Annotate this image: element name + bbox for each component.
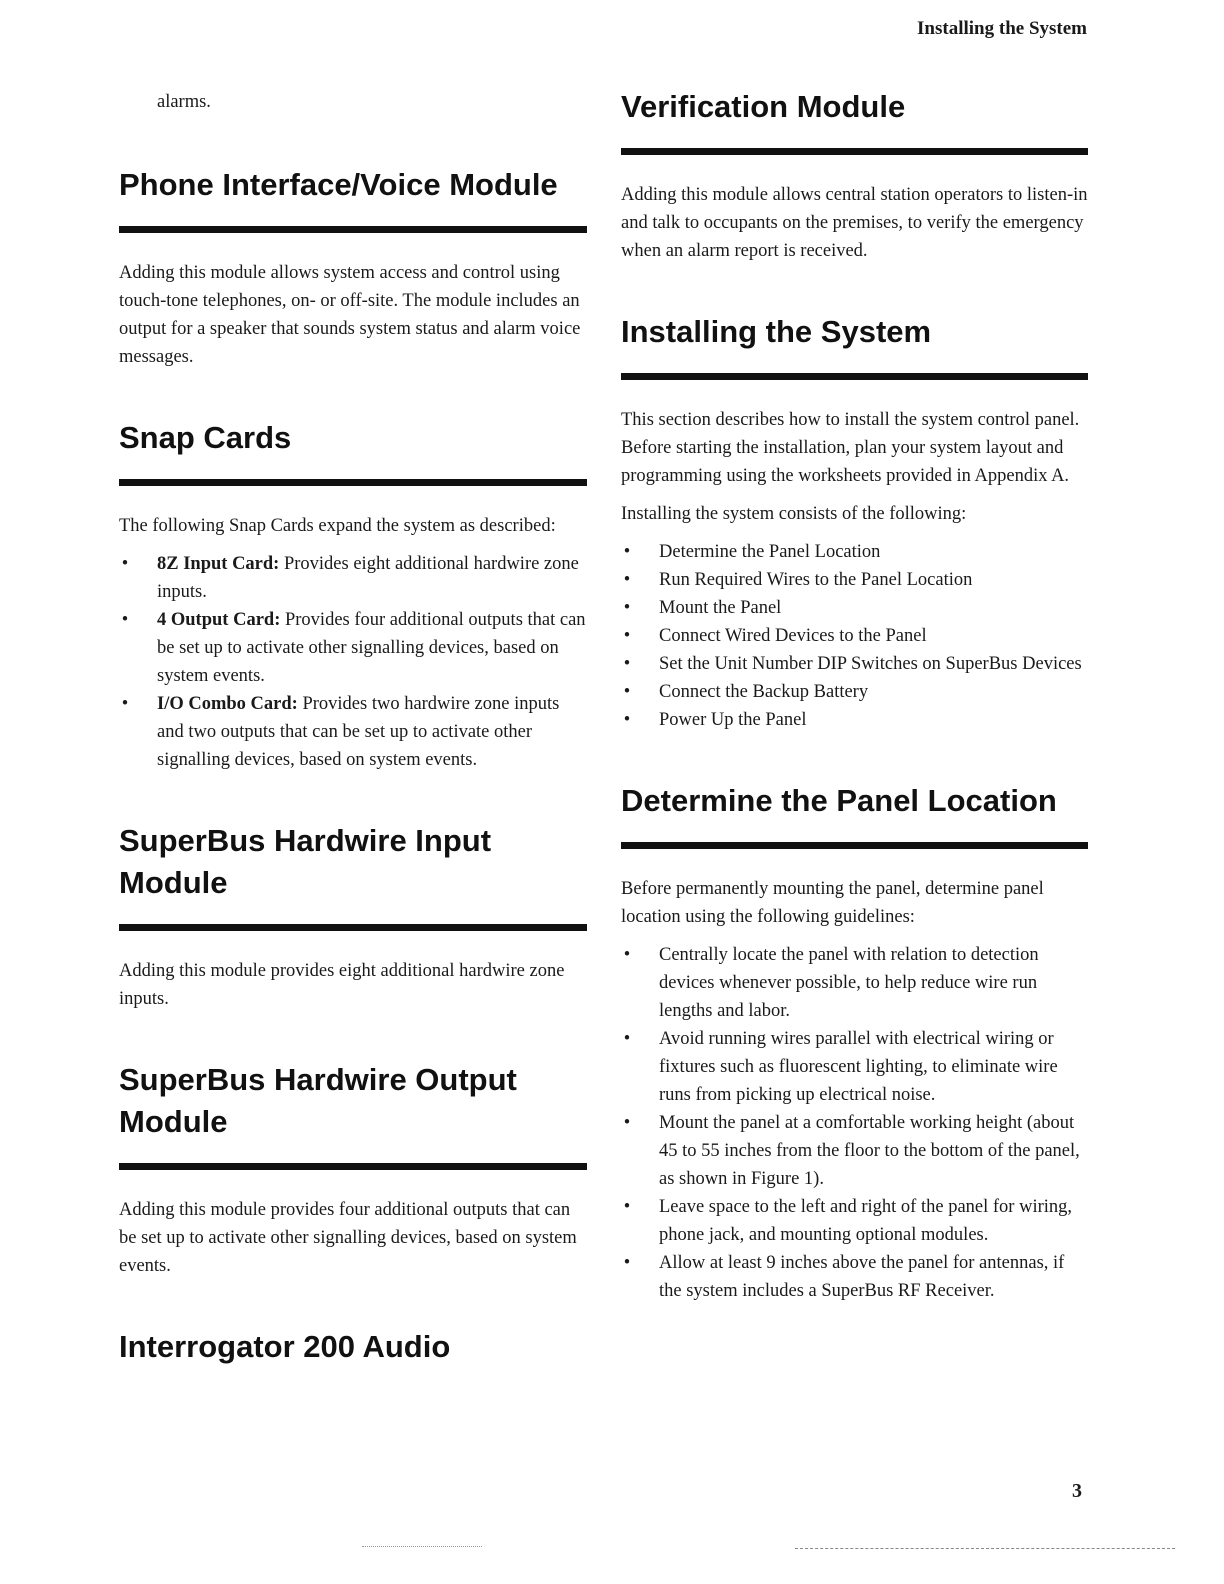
input-module-heading: SuperBus Hardwire Input Module bbox=[119, 823, 492, 900]
item-text: Mount the Panel bbox=[659, 598, 782, 618]
list-item: • Set the Unit Number DIP Switches on SuperBus Devices bbox=[623, 654, 1082, 674]
item-text: Run Required Wires to the Panel Location bbox=[659, 570, 973, 590]
item-text: Mount the panel at a comfortable working height (about 45 to 55 inches from the floor to the bottom of the panel, as shown in Figure 1). bbox=[659, 1113, 1080, 1189]
list-item: • Avoid running wires parallel with electrical wiring or fixtures such as fluorescent lighting, to eliminate wire runs from picking up electrical noise. bbox=[623, 1029, 1058, 1105]
list-item: • Mount the panel at a comfortable working height (about 45 to 55 inches from the floor to the bottom of the panel, as shown in Figure 1). bbox=[623, 1113, 1080, 1189]
item-text: Connect the Backup Battery bbox=[659, 682, 869, 702]
scan-mark bbox=[362, 1546, 482, 1549]
interrogator-heading: Interrogator 200 Audio bbox=[119, 1329, 451, 1364]
item-text: Provides two hardwire zone inputs and two outputs that can be set up to activate other signalling devices, based on system events. bbox=[157, 694, 560, 770]
section-rule bbox=[621, 148, 1088, 155]
section-rule bbox=[119, 1163, 587, 1170]
item-text: Set the Unit Number DIP Switches on SuperBus Devices bbox=[659, 654, 1082, 674]
list-item: • Leave space to the left and right of the panel for wiring, phone jack, and mounting optional modules. bbox=[623, 1197, 1073, 1245]
item-text: Provides four additional outputs that can be set up to activate other signalling devices, based on system events. bbox=[157, 610, 586, 686]
list-item: • Run Required Wires to the Panel Location bbox=[623, 570, 973, 590]
list-item: • Power Up the Panel bbox=[623, 710, 807, 730]
section-rule bbox=[621, 842, 1088, 849]
list-item: • Centrally locate the panel with relation to detection devices whenever possible, to help reduce wire run lengths and labor. bbox=[623, 945, 1039, 1021]
item-text: Determine the Panel Location bbox=[659, 542, 881, 562]
phone-module-body: Adding this module allows system access and control using touch-tone telephones, on- or off-site. The module includes an output for a speaker that sounds system status and alarm voice messages. bbox=[119, 263, 581, 367]
continued-text: alarms. bbox=[157, 92, 211, 112]
running-head: Installing the System bbox=[917, 18, 1087, 39]
location-guidelines-list bbox=[621, 941, 1088, 1305]
installing-intro: Installing the system consists of the following: bbox=[621, 504, 967, 524]
location-intro: Before permanently mounting the panel, determine panel location using the following guidelines: bbox=[621, 879, 1044, 927]
snap-cards-list bbox=[119, 550, 587, 774]
output-module-heading: SuperBus Hardwire Output Module bbox=[119, 1062, 517, 1139]
item-term: I/O Combo Card: bbox=[157, 694, 298, 714]
item-text: Power Up the Panel bbox=[659, 710, 807, 730]
list-item: • 4 Output Card: Provides four additional outputs that can be set up to activate other signalling devices, based on system events. bbox=[121, 610, 586, 686]
section-rule bbox=[119, 924, 587, 931]
phone-module-heading: Phone Interface/Voice Module bbox=[119, 167, 558, 202]
input-module-body: Adding this module provides eight additional hardwire zone inputs. bbox=[119, 961, 565, 1009]
section-rule bbox=[621, 373, 1088, 380]
item-text: Centrally locate the panel with relation to detection devices whenever possible, to help reduce wire run lengths and labor. bbox=[659, 945, 1039, 1021]
item-text: Avoid running wires parallel with electrical wiring or fixtures such as fluorescent lighting, to eliminate wire runs from picking up electrical noise. bbox=[659, 1029, 1058, 1105]
section-rule bbox=[119, 479, 587, 486]
snap-cards-intro: The following Snap Cards expand the system as described: bbox=[119, 516, 556, 536]
item-term: 8Z Input Card: bbox=[157, 554, 280, 574]
list-item: • Connect the Backup Battery bbox=[623, 682, 869, 702]
list-item: • Connect Wired Devices to the Panel bbox=[623, 626, 927, 646]
item-text: Allow at least 9 inches above the panel for antennas, if the system includes a SuperBus RF Receiver. bbox=[659, 1253, 1065, 1301]
list-item: • I/O Combo Card: Provides two hardwire zone inputs and two outputs that can be set up to activate other signalling devices, based on system events. bbox=[121, 694, 560, 770]
section-rule bbox=[119, 226, 587, 233]
item-text: Leave space to the left and right of the panel for wiring, phone jack, and mounting optional modules. bbox=[659, 1197, 1073, 1245]
list-item: • Allow at least 9 inches above the panel for antennas, if the system includes a SuperBus RF Receiver. bbox=[623, 1253, 1065, 1301]
verification-heading: Verification Module bbox=[621, 89, 906, 124]
snap-cards-heading: Snap Cards bbox=[119, 420, 292, 455]
installing-body: This section describes how to install the system control panel. Before starting the installation, plan your system layout and programming using the worksheets provided in Appendix A. bbox=[621, 410, 1080, 486]
list-item: • Mount the Panel bbox=[623, 598, 782, 618]
left-column bbox=[119, 88, 587, 1368]
list-item: • Determine the Panel Location bbox=[623, 542, 881, 562]
page-number: 3 bbox=[1072, 1480, 1082, 1502]
item-text: Connect Wired Devices to the Panel bbox=[659, 626, 927, 646]
list-item: • 8Z Input Card: Provides eight additional hardwire zone inputs. bbox=[121, 554, 579, 602]
output-module-body: Adding this module provides four additional outputs that can be set up to activate other signalling devices, based on system events. bbox=[119, 1200, 577, 1276]
right-column bbox=[621, 86, 1088, 1305]
item-text: Provides eight additional hardwire zone inputs. bbox=[157, 554, 579, 602]
item-term: 4 Output Card: bbox=[157, 610, 281, 630]
installing-steps-list bbox=[621, 538, 1088, 734]
verification-body: Adding this module allows central station operators to listen-in and talk to occupants on the premises, to verify the emergency when an alarm report is received. bbox=[621, 185, 1088, 261]
installing-heading: Installing the System bbox=[621, 314, 932, 349]
scan-mark bbox=[795, 1548, 1175, 1551]
location-heading: Determine the Panel Location bbox=[621, 783, 1057, 818]
